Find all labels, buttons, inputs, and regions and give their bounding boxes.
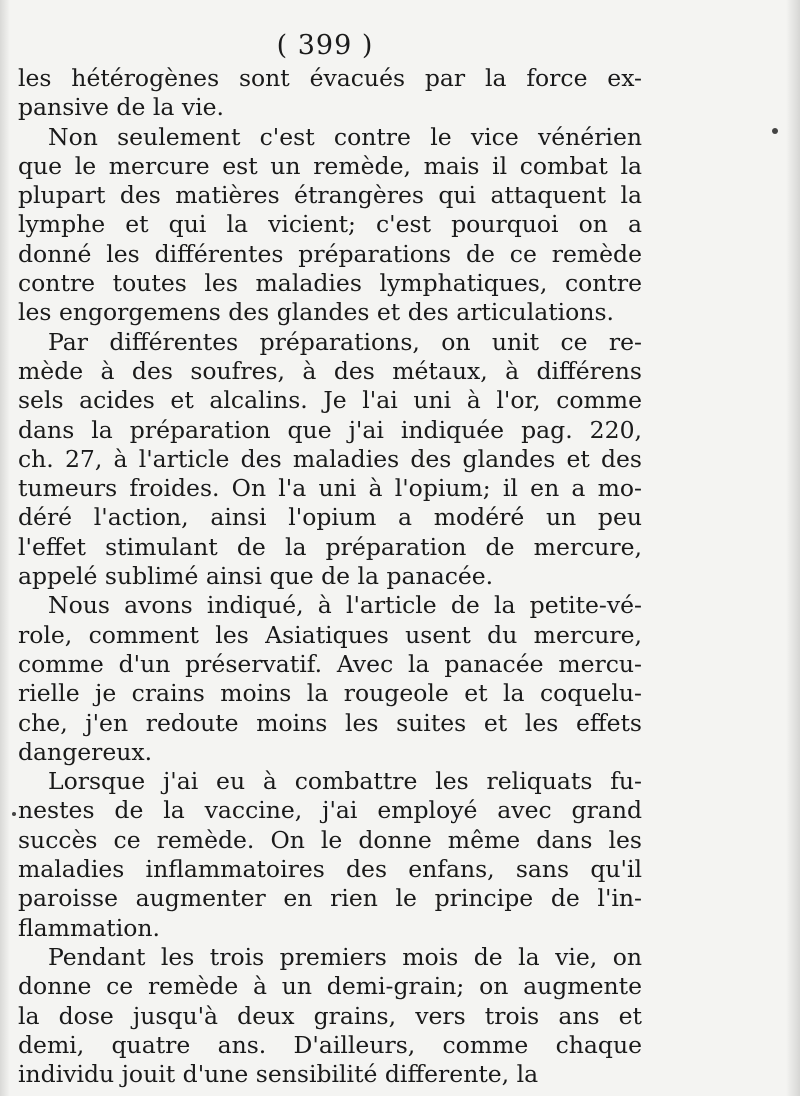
- text-line: demi, quatre ans. D'ailleurs, comme chaque: [18, 1030, 642, 1059]
- paragraph: [18, 64, 642, 123]
- text-line: che, j'en redoute moins les suites et les effets: [18, 708, 642, 737]
- paragraph: [18, 123, 642, 328]
- text-line: nestes de la vaccine, j'ai employé avec grand: [18, 796, 642, 825]
- text-line: flammation.: [18, 913, 160, 942]
- text-line: Pendant les trois premiers mois de la vie, on: [48, 942, 642, 971]
- text-line: dangereux.: [18, 737, 153, 766]
- text-line: appelé sublimé ainsi que de la panacée.: [18, 562, 494, 591]
- page-number: ( 399 ): [276, 30, 374, 61]
- page-body-text: [18, 64, 642, 1089]
- text-line: tumeurs froides. On l'a uni à l'opium; il en a mo-: [18, 474, 642, 503]
- text-line: la dose jusqu'à deux grains, vers trois ans et: [18, 1001, 642, 1030]
- paragraph: [18, 767, 642, 943]
- text-line: maladies inflammatoires des enfans, sans qu'il: [18, 855, 642, 884]
- text-line: comme d'un préservatif. Avec la panacée mercu-: [18, 649, 642, 678]
- text-line: les engorgemens des glandes et des articulations.: [18, 298, 614, 327]
- ink-speck: [12, 812, 16, 816]
- text-line: dans la préparation que j'ai indiquée pag. 220,: [18, 415, 642, 444]
- text-line: plupart des matières étrangères qui attaquent la: [18, 181, 642, 210]
- text-line: paroisse augmenter en rien le principe de l'in-: [18, 884, 642, 913]
- text-line: rielle je crains moins la rougeole et la coquelu-: [18, 679, 642, 708]
- text-line: les hétérogènes sont évacués par la force ex-: [18, 64, 642, 92]
- text-line: mède à des soufres, à des métaux, à différens: [18, 356, 642, 385]
- text-line: déré l'action, ainsi l'opium a modéré un peu: [18, 503, 642, 532]
- text-line: donné les différentes préparations de ce remède: [18, 239, 642, 268]
- paragraph: [18, 943, 642, 1089]
- text-line: donne ce remède à un demi-grain; on augmente: [18, 972, 642, 1001]
- text-line: succès ce remède. On le donne même dans les: [18, 825, 642, 854]
- paragraph: [18, 591, 642, 767]
- text-line: sels acides et alcalins. Je l'ai uni à l'or, comme: [18, 386, 642, 415]
- text-line: Lorsque j'ai eu à combattre les reliquats fu-: [48, 767, 642, 796]
- ink-speck: [772, 128, 778, 134]
- text-line: Nous avons indiqué, à l'article de la petite-vé-: [48, 591, 642, 620]
- text-line: l'effet stimulant de la préparation de mercure,: [18, 532, 642, 561]
- text-line: que le mercure est un remède, mais il combat la: [18, 151, 642, 180]
- text-line: contre toutes les maladies lymphatiques, contre: [18, 269, 642, 298]
- text-line: individu jouit d'une sensibilité differente, la: [18, 1060, 539, 1089]
- text-line: Par différentes préparations, on unit ce re-: [48, 327, 642, 356]
- text-line: ch. 27, à l'article des maladies des glandes et des: [18, 444, 642, 473]
- text-line: role, comment les Asiatiques usent du mercure,: [18, 620, 642, 649]
- text-line: Non seulement c'est contre le vice vénérien: [48, 122, 642, 151]
- paragraph: [18, 328, 642, 592]
- text-line: pansive de la vie.: [18, 93, 225, 122]
- text-line: lymphe et qui la vicient; c'est pourquoi on a: [18, 210, 642, 239]
